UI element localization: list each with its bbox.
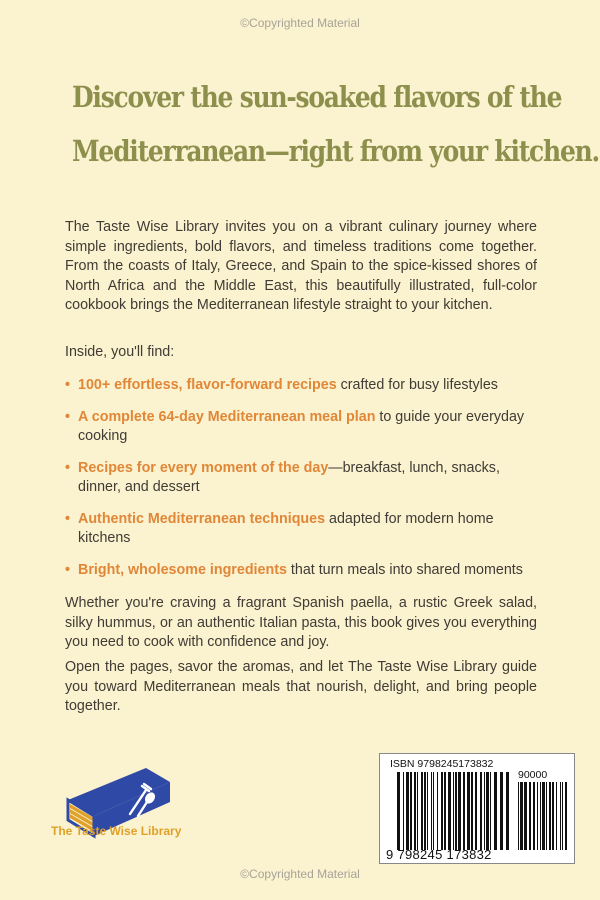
barcode-bar xyxy=(565,782,567,850)
feature-text: that turn meals into shared moments xyxy=(286,561,523,578)
feature-text: crafted for busy lifestyles xyxy=(336,377,498,393)
barcode-bar xyxy=(471,772,473,850)
inside-label: Inside, you'll find: xyxy=(65,344,175,360)
headline xyxy=(72,70,600,178)
barcode-bar xyxy=(552,782,554,850)
barcode-bar xyxy=(406,772,409,850)
feature-item xyxy=(65,408,545,447)
barcode-bar xyxy=(421,772,423,850)
barcode-bar xyxy=(486,772,489,850)
headline-line-2: Mediterranean—right from your kitchen. xyxy=(72,134,600,168)
barcode-bar xyxy=(480,772,482,850)
barcode-bar xyxy=(494,772,497,850)
addon-barcode-bars xyxy=(518,782,568,850)
feature-highlight: A complete 64-day Mediterranean meal plan xyxy=(78,408,376,425)
feature-text: adapted for modern home kitchens xyxy=(78,510,494,546)
feature-item xyxy=(65,510,545,549)
barcode-bar xyxy=(463,772,465,850)
barcode-bar xyxy=(524,782,527,850)
barcode-bar xyxy=(427,772,428,850)
isbn-label: ISBN 9798245173832 xyxy=(390,758,494,770)
feature-item xyxy=(65,376,545,396)
barcode-bar xyxy=(437,772,438,850)
barcode-bars xyxy=(397,772,512,850)
barcode-bar xyxy=(529,782,531,850)
barcode-bar xyxy=(506,772,509,850)
barcode-bar xyxy=(533,782,535,850)
barcode-bar xyxy=(455,772,457,850)
barcode-bar xyxy=(403,772,404,850)
feature-item xyxy=(65,561,545,581)
price-code: 90000 xyxy=(518,769,548,781)
copyright-watermark-bottom: ©Copyrighted Material xyxy=(240,867,360,881)
barcode-bar xyxy=(397,772,400,850)
barcode-bar xyxy=(458,772,461,850)
barcode-bar xyxy=(424,772,426,850)
barcode-bar xyxy=(540,782,541,850)
barcode-bar xyxy=(475,772,477,850)
barcode-bar xyxy=(417,772,418,850)
barcode-bar xyxy=(542,782,545,850)
barcode-bar xyxy=(433,772,434,850)
barcode-bar xyxy=(562,782,563,850)
barcode-bar xyxy=(556,782,557,850)
feature-list xyxy=(65,376,545,580)
barcode-bar xyxy=(467,772,470,850)
feature-highlight: 100+ effortless, flavor-forward recipes xyxy=(78,377,337,393)
barcode-bar xyxy=(549,782,551,850)
barcode-bar xyxy=(560,782,561,850)
barcode-bar xyxy=(518,782,519,850)
isbn-barcode xyxy=(379,753,575,864)
closing-paragraph-1: Whether you're craving a fragrant Spanish paella, a rustic Greek salad, silky hummus, or an authentic Italian pasta, this book gives you everything you need to cook with confidence and joy. xyxy=(65,595,537,650)
barcode-bar xyxy=(414,772,416,850)
barcode-bar xyxy=(410,772,412,850)
publisher-logo-text: The Taste Wise Library xyxy=(51,824,182,838)
barcode-bar xyxy=(453,772,454,850)
feature-text: —breakfast, lunch, snacks, dinner, and dessert xyxy=(78,459,500,495)
barcode-bar xyxy=(546,782,547,850)
feature-item xyxy=(65,459,545,498)
headline-line-1: Discover the sun-soaked flavors of the xyxy=(72,80,562,114)
barcode-bar xyxy=(441,772,443,850)
feature-highlight: Recipes for every moment of the day xyxy=(78,459,329,476)
barcode-bar xyxy=(448,772,451,850)
closing-paragraph-2: Open the pages, savor the aromas, and let The Taste Wise Library guide you toward Mediterranean meals that nourish, delight, and bring people together. xyxy=(65,659,537,714)
feature-highlight: Bright, wholesome ingredients xyxy=(78,561,287,578)
barcode-bar xyxy=(520,782,523,850)
feature-text: to guide your everyday cooking xyxy=(78,408,525,444)
barcode-bar xyxy=(484,772,485,850)
barcode-bar xyxy=(537,782,538,850)
barcode-bar xyxy=(444,772,446,850)
barcode-bar xyxy=(431,772,432,850)
barcode-bar xyxy=(500,772,503,850)
isbn-digits: 9 798245 173832 xyxy=(386,847,492,862)
intro-paragraph: The Taste Wise Library invites you on a vibrant culinary journey where simple ingredients, bold flavors, and timeless traditions come together. From the coasts of Italy, Greece, and Spain to the spice-kissed shores of North Africa and the Middle East, this beautifully illustrated, full-color cookbook brings the Mediterranean lifestyle straight to your kitchen. xyxy=(65,219,537,313)
barcode-bar xyxy=(490,772,491,850)
feature-highlight: Authentic Mediterranean techniques xyxy=(78,510,326,527)
copyright-watermark-top: ©Copyrighted Material xyxy=(240,16,360,30)
